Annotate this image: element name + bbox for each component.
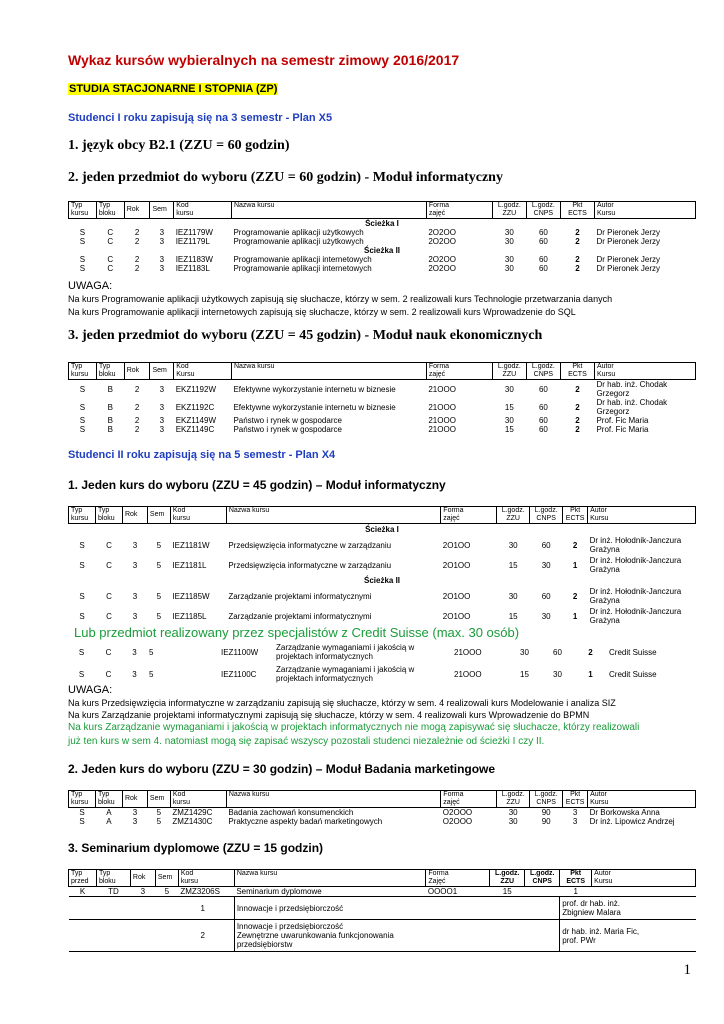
- warning-label: UWAGA:: [68, 684, 113, 696]
- table-row: S C 2 3 IEZ1179L Programowanie aplikacji użytkowych 2O2OO 30 60 2 Dr Pieronek Jerzy: [79, 237, 661, 246]
- course-table-credit-suisse: [68, 641, 696, 685]
- table-row: S C 3 5 IEZ1181W Przedsięwzięcia informatyczne w zarządzaniu 2O1OO 30 60 2 Dr inż. Hołodnik-Janczura Grażyna: [79, 536, 682, 554]
- section-1-heading: 1. język obcy B2.1 (ZZU = 60 godzin): [68, 138, 290, 153]
- year1-heading: Studenci I roku zapisują się na 3 semestr - Plan X5: [68, 112, 333, 124]
- note-text: Na kurs Zarządzanie projektami informatycznymi zapisują się słuchacze, którzy w sem. 4 realizowali kurs Wprowadzenie do BPMN: [68, 710, 590, 720]
- group-row: 2 Innowacje i przedsiębiorczość Zewnętrzne uwarunkowania funkcjonowania przedsiębiorstw dr hab. inż. Maria Fic, prof. PWr: [69, 920, 696, 952]
- credit-suisse-heading: Lub przedmiot realizowany przez specjalistów z Credit Suisse (max. 30 osób): [74, 625, 520, 640]
- page-title: Wykaz kursów wybieralnych na semestr zimowy 2016/2017: [68, 52, 460, 68]
- section-6-heading: 3. Seminarium dyplomowe (ZZU = 15 godzin): [68, 841, 324, 855]
- table-row: S C 3 5 IEZ1185L Zarządzanie projektami informatycznymi 2O1OO 15 30 1 Dr inż. Hołodnik-Janczura Grażyna: [79, 607, 682, 625]
- table-row: S B 2 3 EKZ1192W Efektywne wykorzystanie internetu w biznesie 21OOO 30 60 2 Dr hab. inż. Chodak Grzegorz: [79, 380, 668, 398]
- group-row: 1 Innowacje i przedsiębiorczość prof. dr hab. inż. Zbigniew Malara: [69, 897, 696, 920]
- table-row: S C 3 5 IEZ1181L Przedsięwzięcia informatyczne w zarządzaniu 2O1OO 15 30 1 Dr inż. Hołodnik-Janczura Grażyna: [79, 556, 682, 574]
- warning-label: UWAGA:: [68, 280, 113, 292]
- section-2-heading: 2. jeden przedmiot do wyboru (ZZU = 60 godzin) - Moduł informatyczny: [68, 170, 503, 185]
- table-row: S C 2 3 IEZ1183L Programowanie aplikacji internetowych 2O2OO 30 60 2 Dr Pieronek Jerzy: [79, 264, 661, 273]
- note-text: już ten kurs w sem 4. natomiast mogą się zapisać wszyscy pozostali studenci niezależnie od ścieżki I czy II.: [68, 736, 545, 747]
- section-5-heading: 2. Jeden kurs do wyboru (ZZU = 30 godzin) – Moduł Badania marketingowe: [68, 762, 496, 776]
- section-3-heading: 3. jeden przedmiot do wyboru (ZZU = 45 godzin) - Moduł nauk ekonomicznych: [68, 328, 543, 343]
- path-label: Ścieżka II: [363, 576, 401, 585]
- table-row: S B 2 3 EKZ1149C Państwo i rynek w gospodarce 21OOO 15 60 2 Prof. Fic Maria: [79, 425, 649, 434]
- table-header: Typ kursu Typ bloku Rok Sem Kod kursu Nazwa kursu Forma zajęć L.godz. ZZU L.godz. CNPS Pkt ECTS Autor Kursu: [69, 791, 696, 808]
- table-row: S C 3 5 IEZ1185W Zarządzanie projektami informatycznymi 2O1OO 30 60 2 Dr inż. Hołodnik-Janczura Grażyna: [79, 587, 682, 605]
- table-row: S C 3 5 IEZ1100W Zarządzanie wymaganiami i jakością w projektach informatycznych 21OOO 30 60 2 Credit Suisse: [78, 643, 657, 661]
- table-row: S C 2 3 IEZ1179W Programowanie aplikacji użytkowych 2O2OO 30 60 2 Dr Pieronek Jerzy: [79, 228, 661, 237]
- table-header: Typ kursu Typ bloku Rok Sem Kod kursu Nazwa kursu Forma zajęć L.godz. ZZU L.godz. CNPS Pkt ECTS Autor Kursu: [69, 202, 696, 219]
- table-row: S A 3 5 ZMZ1429C Badania zachowań konsumenckich O2OOO 30 90 3 Dr Borkowska Anna: [79, 808, 660, 817]
- table-header: Typ przed Typ bloku Rok Sem Kod kursu Nazwa kursu Forma Zajęć L.godz. ZZU L.godz. CNPS Pkt ECTS Autor Kursu: [69, 870, 696, 887]
- year2-heading: Studenci II roku zapisują się na 5 semestr - Plan X4: [68, 449, 336, 461]
- table-row: K TD 3 5 ZMZ3206S Seminarium dyplomowe OOOO1 15 1: [69, 887, 696, 897]
- section-4-heading: 1. Jeden kurs do wyboru (ZZU = 45 godzin) – Moduł informatyczny: [68, 478, 446, 492]
- note-text: Na kurs Programowanie aplikacji użytkowych zapisują się słuchacze, którzy w sem. 2 realizowali kurs Technologie przetwarzania danych: [68, 294, 613, 304]
- note-text: Na kurs Programowanie aplikacji internetowych zapisują się słuchacze, którzy w sem. 2 realizowali kurs Wprowadzenie do SQL: [68, 307, 576, 317]
- note-text: Na kurs Przedsięwzięcia informatyczne w zarządzaniu zapisują się słuchacze, którzy w sem. 4 realizowali kurs Modelowanie i analiza SIZ: [68, 698, 616, 708]
- table-header: Typ kursu Typ bloku Rok Sem Kod Kursu Nazwa kursu Forma zajęć L.godz. ZZU L.godz. CNPS Pkt ECTS Autor Kursu: [69, 363, 696, 380]
- table-row: S A 3 5 ZMZ1430C Praktyczne aspekty badań marketingowych O2OOO 30 90 3 Dr inż. Lipowicz Andrzej: [79, 817, 675, 826]
- table-row: S C 2 3 IEZ1183W Programowanie aplikacji internetowych 2O2OO 30 60 2 Dr Pieronek Jerzy: [79, 255, 661, 264]
- path-label: Ścieżka I: [365, 219, 399, 228]
- course-table-economics-module: [68, 362, 696, 434]
- path-label: Ścieżka I: [365, 525, 399, 534]
- course-table-marketing-module: [68, 790, 696, 826]
- page-number: 1: [683, 962, 691, 978]
- table-row: S C 3 5 IEZ1100C Zarządzanie wymaganiami i jakością w projektach informatycznych 21OOO 15 30 1 Credit Suisse: [78, 665, 657, 683]
- study-type-label: STUDIA STACJONARNE I STOPNIA (ZP): [69, 83, 278, 95]
- note-text: Na kurs Zarządzanie wymaganiami i jakością w projektach informatycznych nie mogą zapisywać się słuchacze, którzy realizowali: [68, 722, 640, 733]
- path-label: Ścieżka II: [363, 246, 401, 255]
- table-row: S B 2 3 EKZ1192C Efektywne wykorzystanie internetu w biznesie 21OOO 15 60 2 Dr hab. inż. Chodak Grzegorz: [79, 398, 668, 416]
- table-row: S B 2 3 EKZ1149W Państwo i rynek w gospodarce 21OOO 30 60 2 Prof. Fic Maria: [79, 416, 649, 425]
- course-table-it-module-year2: [68, 506, 696, 626]
- course-table-it-module: [68, 201, 696, 273]
- table-header: Typ kursu Typ bloku Rok Sem Kod kursu Nazwa kursu Forma zajęć L.godz. ZZU L.godz. CNPS Pkt ECTS Autor Kursu: [69, 507, 696, 524]
- course-table-seminar: [68, 869, 696, 952]
